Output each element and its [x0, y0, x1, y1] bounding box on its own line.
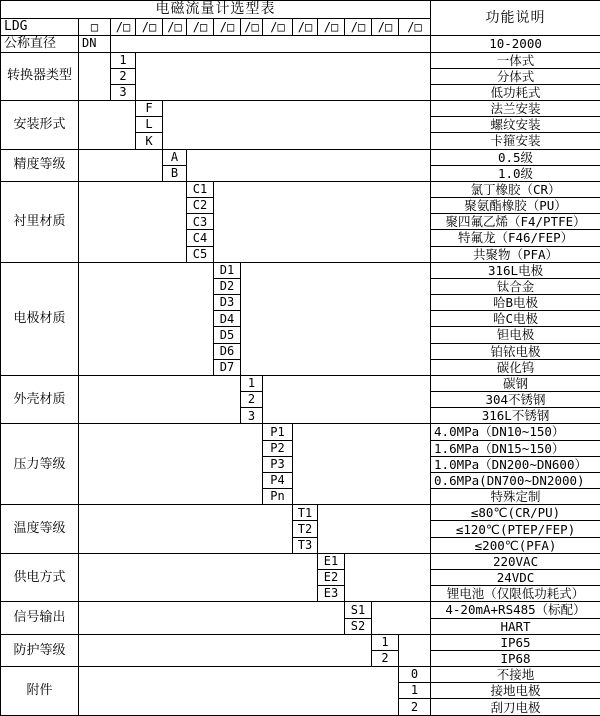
code-cell-converter-type: 1	[111, 52, 136, 68]
code-cell-electrode-material: D5	[214, 327, 241, 343]
empty-cell	[214, 181, 431, 262]
desc-cell-lining-material: 共聚物（PFA）	[431, 246, 600, 262]
slash-checkbox-placeholder: /□	[372, 18, 399, 35]
desc-cell-pressure-rating: 1.6MPa（DN15~150）	[431, 440, 600, 456]
table-row	[1, 553, 600, 569]
code-cell-pressure-rating: P1	[263, 424, 293, 440]
code-cell-nominal-diameter: DN	[79, 35, 111, 52]
slash-checkbox-placeholder: /□	[136, 18, 163, 35]
table-row	[1, 101, 600, 117]
category-label-electrode-material: 电极材质	[1, 262, 79, 375]
empty-cell	[79, 634, 372, 666]
code-cell-signal-output: S1	[345, 602, 372, 618]
code-cell-pressure-rating: P3	[263, 456, 293, 472]
code-cell-accessories: 0	[399, 667, 431, 683]
slash-checkbox-placeholder: /□	[214, 18, 241, 35]
desc-cell-electrode-material: 碳化钨	[431, 359, 600, 375]
empty-cell	[372, 602, 431, 634]
desc-cell-power-supply: 220VAC	[431, 553, 600, 569]
table-row	[1, 181, 600, 197]
desc-cell-electrode-material: 哈B电极	[431, 295, 600, 311]
code-cell-accuracy-class: A	[163, 149, 187, 165]
desc-cell-power-supply: 锂电池（仅限低功耗式）	[431, 586, 600, 602]
checkbox-placeholder: □	[79, 18, 111, 35]
empty-cell	[79, 262, 214, 375]
category-label-housing-material: 外壳材质	[1, 375, 79, 424]
desc-cell-lining-material: 特氟龙（F46/FEP）	[431, 230, 600, 246]
table-row	[1, 667, 600, 683]
code-cell-protection-class: 1	[372, 634, 399, 650]
code-cell-electrode-material: D3	[214, 295, 241, 311]
category-label-pressure-rating: 压力等级	[1, 424, 79, 505]
code-cell-protection-class: 2	[372, 650, 399, 666]
category-label-power-supply: 供电方式	[1, 553, 79, 602]
empty-cell	[79, 424, 263, 505]
category-label-converter-type: 转换器类型	[1, 52, 79, 101]
desc-cell-protection-class: IP65	[431, 634, 600, 650]
slash-checkbox-placeholder: /□	[241, 18, 263, 35]
table-row	[1, 505, 600, 521]
table-row	[1, 602, 600, 618]
code-cell-electrode-material: D6	[214, 343, 241, 359]
empty-cell	[79, 149, 163, 181]
code-cell-accuracy-class: B	[163, 165, 187, 181]
desc-cell-temperature-rating: ≤200℃(PFA)	[431, 537, 600, 553]
category-label-installation-type: 安装形式	[1, 101, 79, 150]
code-cell-accessories: 2	[399, 699, 431, 716]
empty-cell	[318, 505, 431, 554]
empty-cell	[263, 375, 431, 424]
code-cell-pressure-rating: Pn	[263, 489, 293, 505]
empty-cell	[79, 602, 345, 634]
slash-checkbox-placeholder: /□	[163, 18, 187, 35]
code-cell-installation-type: K	[136, 133, 163, 149]
desc-cell-electrode-material: 316L电极	[431, 262, 600, 278]
code-cell-accessories: 1	[399, 683, 431, 699]
category-label-accuracy-class: 精度等级	[1, 149, 79, 181]
code-cell-housing-material: 3	[241, 408, 263, 424]
empty-cell	[187, 149, 431, 181]
desc-cell-electrode-material: 哈C电极	[431, 311, 600, 327]
desc-cell-electrode-material: 钛合金	[431, 278, 600, 294]
desc-cell-lining-material: 聚氨酯橡胶（PU）	[431, 198, 600, 214]
empty-cell	[79, 101, 136, 150]
table-row	[1, 375, 600, 391]
desc-cell-pressure-rating: 1.0MPa（DN200~DN600）	[431, 456, 600, 472]
desc-cell-housing-material: 316L不锈钢	[431, 408, 600, 424]
desc-cell-lining-material: 聚四氟乙烯（F4/PTFE）	[431, 214, 600, 230]
desc-cell-accessories: 刮刀电极	[431, 699, 600, 716]
code-cell-lining-material: C3	[187, 214, 214, 230]
slash-checkbox-placeholder: /□	[187, 18, 214, 35]
category-label-lining-material: 衬里材质	[1, 181, 79, 262]
empty-cell	[79, 553, 318, 602]
code-cell-power-supply: E2	[318, 570, 345, 586]
empty-cell	[79, 375, 241, 424]
desc-cell-temperature-rating: ≤80℃(CR/PU)	[431, 505, 600, 521]
empty-cell	[79, 52, 111, 101]
desc-cell-accessories: 接地电极	[431, 683, 600, 699]
empty-cell	[79, 181, 187, 262]
code-cell-housing-material: 2	[241, 392, 263, 408]
desc-cell-protection-class: IP68	[431, 650, 600, 666]
category-label-accessories: 附件	[1, 667, 79, 716]
desc-cell-housing-material: 304不锈钢	[431, 392, 600, 408]
title-row	[1, 1, 600, 19]
desc-cell-electrode-material: 铂铱电极	[431, 343, 600, 359]
empty-cell	[163, 101, 431, 150]
desc-cell-pressure-rating: 4.0MPa（DN10~150）	[431, 424, 600, 440]
desc-cell-installation-type: 螺纹安装	[431, 117, 600, 133]
code-cell-power-supply: E1	[318, 553, 345, 569]
table-row	[1, 634, 600, 650]
table-row	[1, 35, 600, 52]
empty-cell	[345, 553, 431, 602]
code-cell-lining-material: C4	[187, 230, 214, 246]
category-label-protection-class: 防护等级	[1, 634, 79, 666]
desc-cell-signal-output: HART	[431, 618, 600, 634]
empty-cell	[111, 35, 431, 52]
code-cell-temperature-rating: T2	[293, 521, 318, 537]
code-cell-electrode-material: D2	[214, 278, 241, 294]
code-cell-lining-material: C1	[187, 181, 214, 197]
slash-checkbox-placeholder: /□	[318, 18, 345, 35]
desc-cell-power-supply: 24VDC	[431, 570, 600, 586]
desc-cell-installation-type: 法兰安装	[431, 101, 600, 117]
code-cell-pressure-rating: P2	[263, 440, 293, 456]
code-cell-electrode-material: D7	[214, 359, 241, 375]
category-label-signal-output: 信号输出	[1, 602, 79, 634]
desc-cell-temperature-rating: ≤120℃(PTEP/FEP)	[431, 521, 600, 537]
code-cell-signal-output: S2	[345, 618, 372, 634]
code-cell-lining-material: C5	[187, 246, 214, 262]
model-prefix: LDG	[1, 18, 79, 35]
code-cell-installation-type: L	[136, 117, 163, 133]
empty-cell	[136, 52, 431, 101]
function-column-header: 功能说明	[431, 1, 600, 36]
slash-checkbox-placeholder: /□	[399, 18, 431, 35]
table-row	[1, 52, 600, 68]
desc-cell-signal-output: 4-20mA+RS485（标配）	[431, 602, 600, 618]
desc-cell-lining-material: 氯丁橡胶（CR）	[431, 181, 600, 197]
desc-cell-electrode-material: 钽电极	[431, 327, 600, 343]
code-cell-temperature-rating: T1	[293, 505, 318, 521]
desc-cell-nominal-diameter: 10-2000	[431, 35, 600, 52]
empty-cell	[79, 667, 399, 716]
slash-checkbox-placeholder: /□	[345, 18, 372, 35]
table-row	[1, 424, 600, 440]
desc-cell-accessories: 不接地	[431, 667, 600, 683]
desc-cell-pressure-rating: 0.6MPa(DN700~DN2000)	[431, 472, 600, 488]
code-cell-converter-type: 2	[111, 68, 136, 84]
table-row	[1, 262, 600, 278]
code-cell-installation-type: F	[136, 101, 163, 117]
category-label-temperature-rating: 温度等级	[1, 505, 79, 554]
slash-checkbox-placeholder: /□	[263, 18, 293, 35]
slash-checkbox-placeholder: /□	[111, 18, 136, 35]
desc-cell-converter-type: 低功耗式	[431, 84, 600, 100]
desc-cell-installation-type: 卡箍安装	[431, 133, 600, 149]
code-cell-temperature-rating: T3	[293, 537, 318, 553]
empty-cell	[79, 505, 293, 554]
desc-cell-pressure-rating: 特殊定制	[431, 489, 600, 505]
desc-cell-accuracy-class: 0.5级	[431, 149, 600, 165]
desc-cell-converter-type: 一体式	[431, 52, 600, 68]
code-cell-power-supply: E3	[318, 586, 345, 602]
code-cell-electrode-material: D4	[214, 311, 241, 327]
code-cell-electrode-material: D1	[214, 262, 241, 278]
code-cell-housing-material: 1	[241, 375, 263, 391]
desc-cell-converter-type: 分体式	[431, 68, 600, 84]
slash-checkbox-placeholder: /□	[293, 18, 318, 35]
empty-cell	[399, 634, 431, 666]
empty-cell	[241, 262, 431, 375]
code-cell-lining-material: C2	[187, 198, 214, 214]
desc-cell-housing-material: 碳钢	[431, 375, 600, 391]
page-title: 电磁流量计选型表	[1, 1, 431, 19]
desc-cell-accuracy-class: 1.0级	[431, 165, 600, 181]
empty-cell	[293, 424, 431, 505]
code-cell-converter-type: 3	[111, 84, 136, 100]
table-row	[1, 149, 600, 165]
category-label-nominal-diameter: 公称直径	[1, 35, 79, 52]
code-cell-pressure-rating: P4	[263, 472, 293, 488]
